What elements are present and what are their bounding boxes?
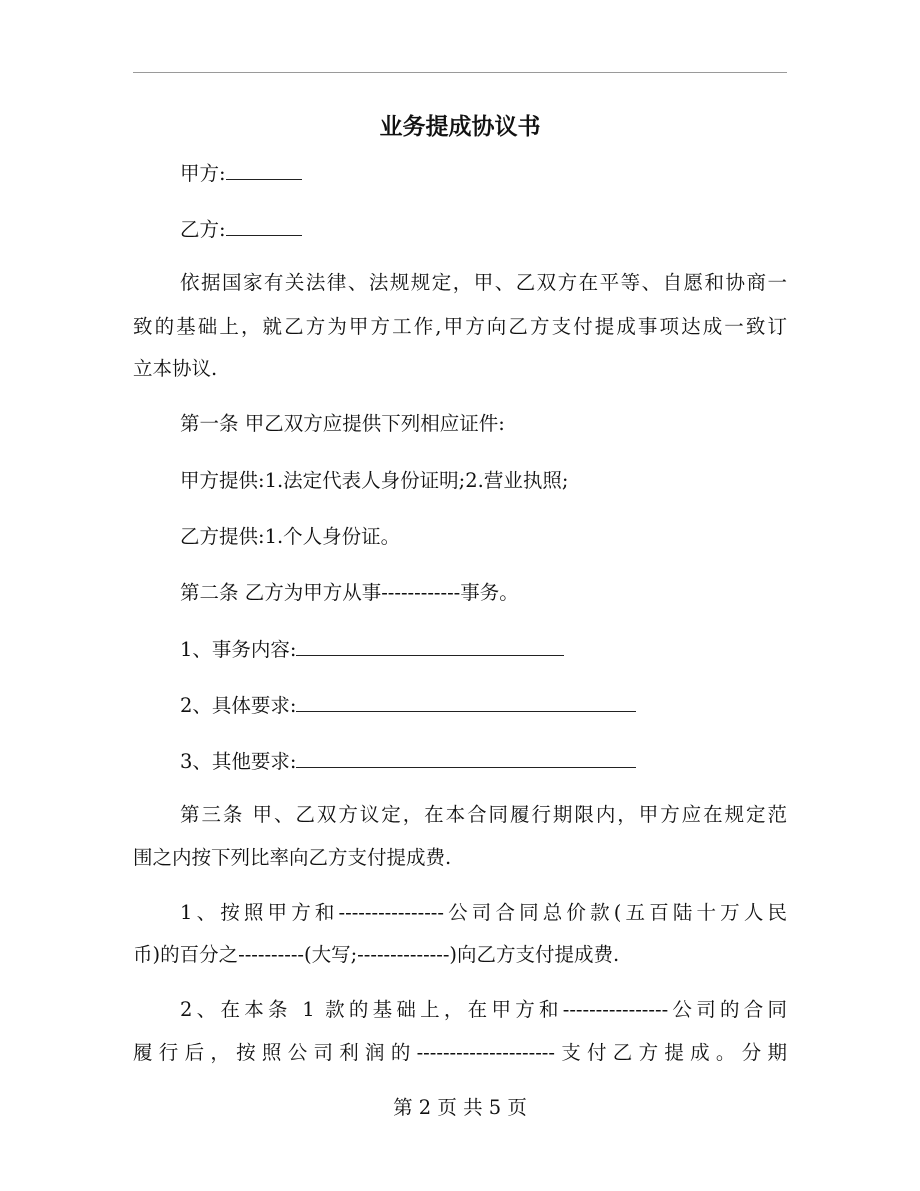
item-2-label: 2、具体要求:	[180, 694, 297, 717]
party-b-label: 乙方:	[180, 218, 226, 241]
party-a-label: 甲方:	[180, 162, 226, 185]
header-rule	[133, 72, 787, 73]
item-3-blank	[296, 748, 636, 768]
article-2-item-3	[180, 748, 636, 775]
article-2-item-1	[180, 636, 564, 663]
article-3-item-1-line-1: 1、按照甲方和----------------公司合同总价款(五百陆十万人民	[180, 901, 787, 924]
intro-line-3: 立本协议.	[133, 357, 218, 380]
intro-line-1: 依据国家有关法律、法规规定，甲、乙双方在平等、自愿和协商一	[180, 271, 787, 294]
article-3-line-2: 围之内按下列比率向乙方支付提成费.	[133, 846, 452, 869]
intro-line-2: 致的基础上，就乙方为甲方工作,甲方向乙方支付提成事项达成一致订	[133, 315, 787, 338]
article-1-party-a: 甲方提供:1.法定代表人身份证明;2.营业执照;	[180, 469, 569, 492]
article-2-heading: 第二条 乙方为甲方从事------------事务。	[180, 581, 519, 604]
article-3-item-2-line-2: 履行后，按照公司利润的---------------------支付乙方提成。分期	[133, 1041, 787, 1064]
party-a-line	[180, 160, 302, 187]
party-a-blank	[226, 160, 302, 180]
article-3-item-2-line-1: 2、在本条 1 款的基础上，在甲方和----------------公司的合同	[180, 998, 787, 1021]
article-1-party-b: 乙方提供:1.个人身份证。	[180, 525, 401, 548]
item-3-label: 3、其他要求:	[180, 750, 297, 773]
item-1-label: 1、事务内容:	[180, 638, 297, 661]
article-1-heading: 第一条 甲乙双方应提供下列相应证件:	[180, 412, 505, 435]
article-3-line-1: 第三条 甲、乙双方议定，在本合同履行期限内，甲方应在规定范	[180, 803, 787, 826]
article-3-item-1-line-2: 币)的百分之----------(大写;--------------)向乙方支付提成费.	[133, 943, 620, 966]
page-number: 第 2 页 共 5 页	[393, 1096, 527, 1119]
item-1-blank	[296, 636, 564, 656]
article-2-item-2	[180, 692, 636, 719]
document-title: 业务提成协议书	[379, 113, 541, 140]
party-b-line	[180, 216, 302, 243]
item-2-blank	[296, 692, 636, 712]
party-b-blank	[226, 216, 302, 236]
